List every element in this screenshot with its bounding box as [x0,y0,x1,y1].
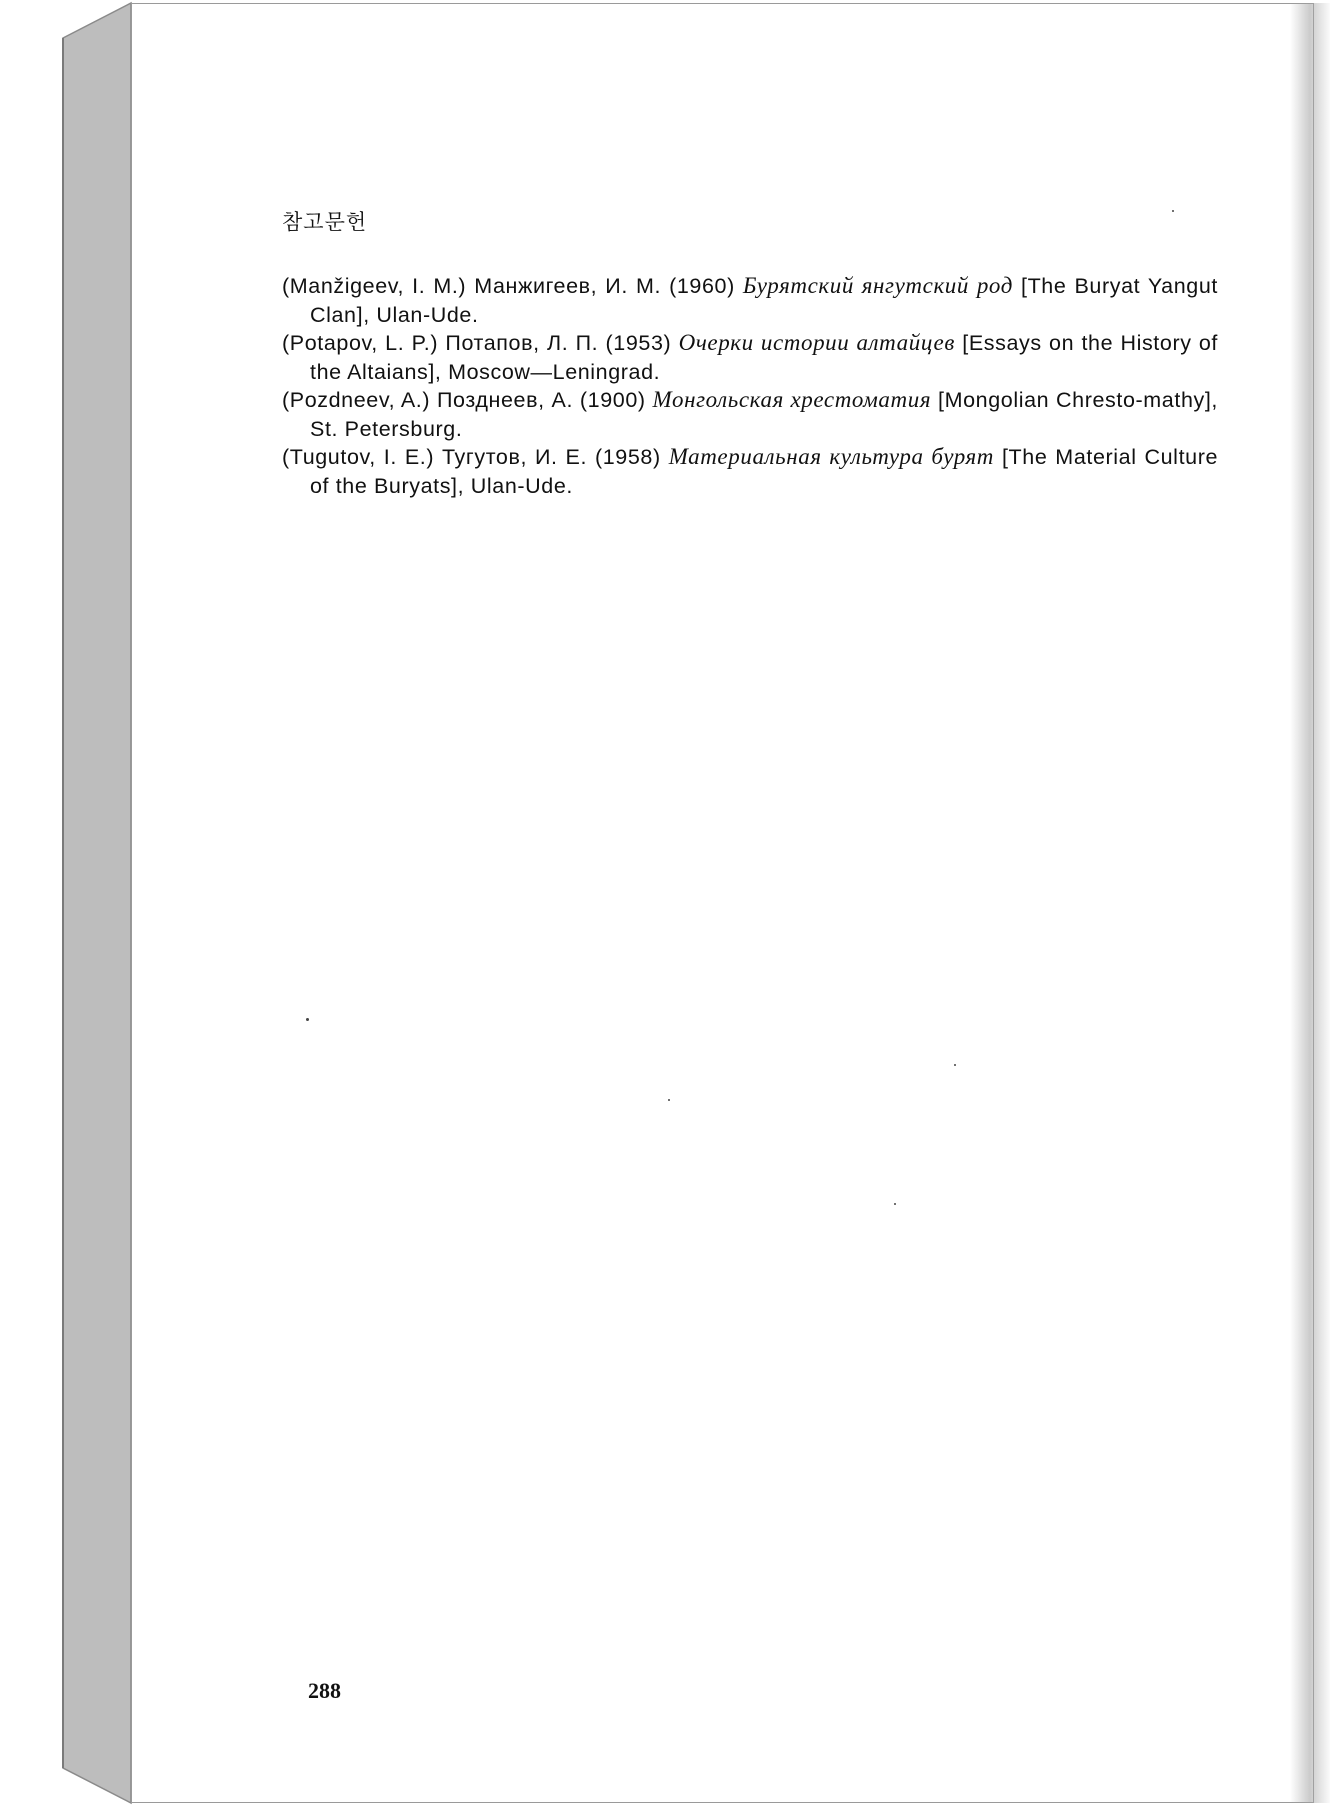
reference-author: (Manžigeev, I. M.) Манжигеев, И. М. (1960) [282,274,735,298]
scan-speck [306,1018,309,1021]
scan-speck [954,1064,956,1066]
reference-item [282,329,1218,386]
scan-speck [1172,210,1174,212]
reference-details: [Essays on the History of the Altaians], Moscow—Leningrad. [310,331,1218,384]
reference-item [282,386,1218,443]
reference-item [282,443,1218,500]
reference-author: (Pozdneev, A.) Позднеев, А. (1900) [282,388,646,412]
reference-author: (Potapov, L. P.) Потапов, Л. П. (1953) [282,331,672,355]
scan-speck [894,1203,896,1205]
reference-title: Бурятский янгутский род [742,273,1013,298]
page-header: 참고문헌 [282,210,368,234]
reference-details: [The Material Culture of the Buryats], Ulan-Ude. [310,445,1219,498]
reference-title: Материальная культура бурят [668,444,995,469]
reference-title: Очерки истории алтайцев [678,330,955,355]
reference-details: [Mongolian Chresto-mathy], St. Petersburg. [310,388,1218,441]
reference-list [282,272,1218,500]
page-shadow [1290,3,1330,1803]
reference-author: (Tugutov, I. E.) Тугутов, И. Е. (1958) [282,445,661,469]
page-number: 288 [308,1678,341,1703]
reference-details: [The Buryat Yangut Clan], Ulan-Ude. [310,274,1218,327]
scan-speck [668,1099,670,1101]
reference-item [282,272,1218,329]
reference-title: Монгольская хрестоматия [652,387,932,412]
